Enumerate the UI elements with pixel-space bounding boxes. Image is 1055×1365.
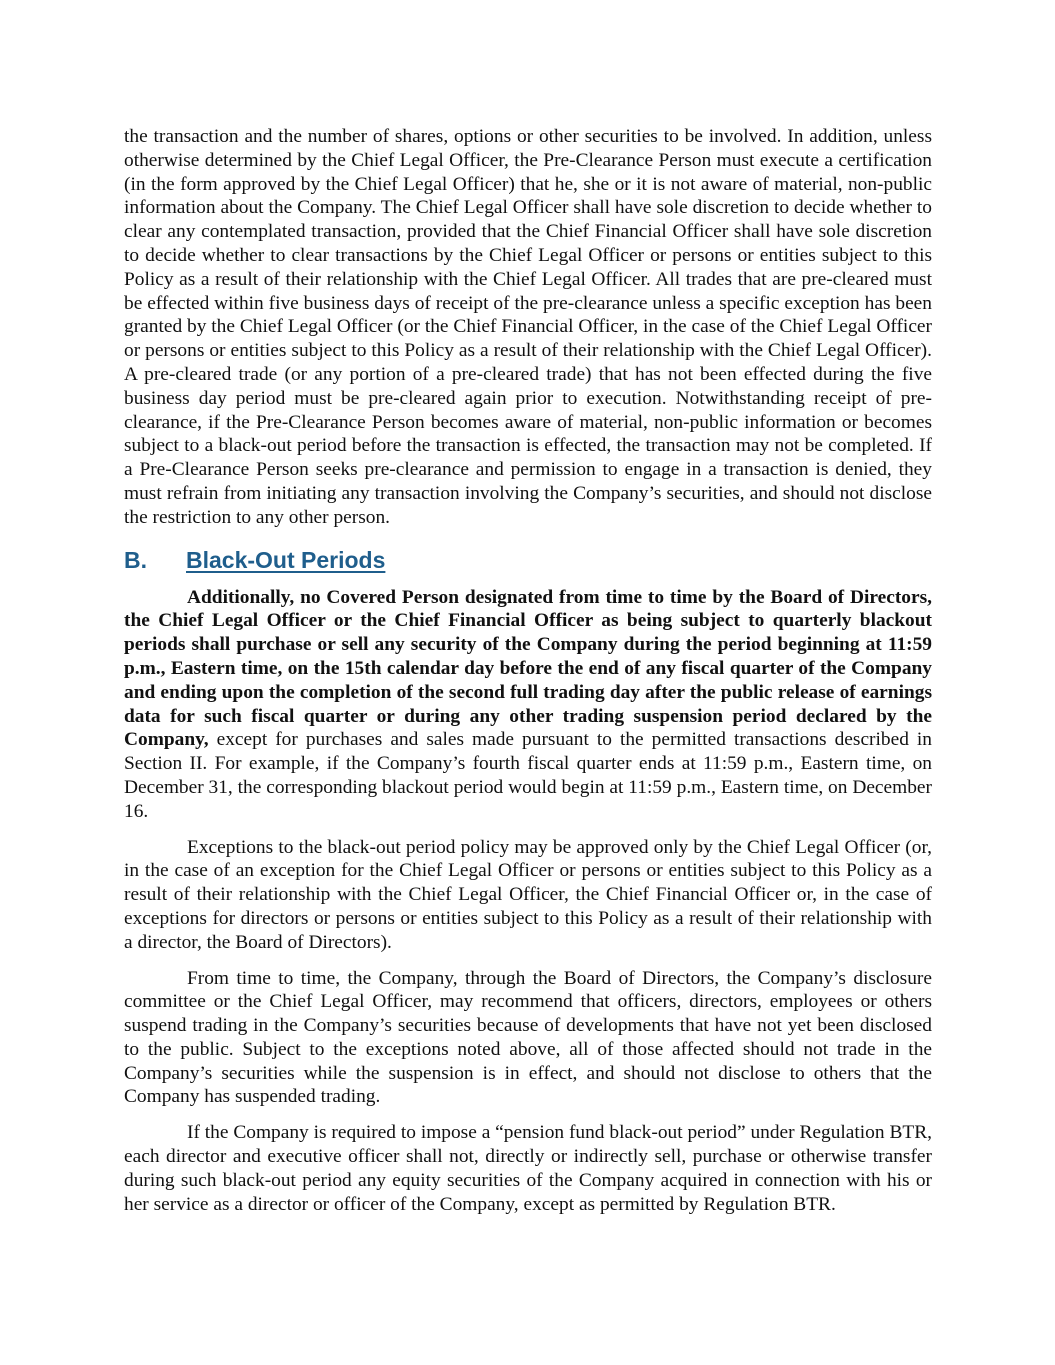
blackout-rule-rest: except for purchases and sales made pursuant to the permitted transactions described in Section II. For example, if the Company’s fourth fiscal quarter ends at 11:59 p.m., Eastern time, on December 31, the corresponding blackout period would begin at 11:59 p.m., Eastern time, on December 16.: [124, 729, 932, 822]
regulation-btr-paragraph: If the Company is required to impose a “pension fund black-out period” under Regulation BTR, each director and executive officer shall not, directly or indirectly sell, purchase or otherwise transfer during such black-out period any equity securities of the Company acquired in connection with his or her service as a director or officer of the Company, except as permitted by Regulation BTR.: [124, 1122, 932, 1215]
section-title: Black-Out Periods: [186, 546, 386, 573]
pre-clearance-paragraph: the transaction and the number of shares, options or other securities to be involved. In addition, unless otherwise determined by the Chief Legal Officer, the Pre-Clearance Person must execute a certification (in the form approved by the Chief Legal Officer) that he, she or it is not aware of material, non-public information about the Company. The Chief Legal Officer shall have sole discretion to decide whether to clear any contemplated transaction, provided that the Chief Financial Officer shall have sole discretion to decide whether to clear transactions by the Chief Legal Officer or persons or entities subject to this Policy as a result of their relationship with the Chief Legal Officer. All trades that are pre-cleared must be effected within five business days of receipt of the pre-clearance unless a specific exception has been granted by the Chief Legal Officer (or the Chief Financial Officer, in the case of the Chief Legal Officer or persons or entities subject to this Policy as a result of their relationship with the Chief Legal Officer). A pre-cleared trade (or any portion of a pre-cleared trade) that has not been effected during the five business day period must be pre-cleared again prior to execution. Notwithstanding receipt of pre-clearance, if the Pre-Clearance Person becomes aware of material, non-public information or becomes subject to a black-out period before the transaction is effected, the transaction may not be completed. If a Pre-Clearance Person seeks pre-clearance and permission to engage in a transaction is denied, they must refrain from initiating any transaction involving the Company’s securities, and should not disclose the restriction to any other person.: [124, 126, 932, 528]
section-letter: B.: [124, 546, 147, 573]
suspension-paragraph: From time to time, the Company, through the Board of Directors, the Company’s disclosure committee or the Chief Legal Officer, may recommend that officers, directors, employees or others suspend trading in the Company’s securities because of developments that have not yet been disclosed to the public. Subject to the exceptions noted above, all of those affected should not trade in the Company’s securities while the suspension is in effect, and should not disclose to others that the Company has suspended trading.: [124, 967, 932, 1108]
blackout-rule-paragraph: [124, 586, 932, 824]
section-heading-black-out-periods: [124, 546, 932, 575]
blackout-rule-bold: Additionally, no Covered Person designated from time to time by the Board of Directors, the Chief Legal Officer or the Chief Financial Officer as being subject to quarterly blackout periods shall purchase or sell any security of the Company during the period beginning at 11:59 p.m., Eastern time, on the 15th calendar day before the end of any fiscal quarter of the Company and ending upon the completion of the second full trading day after the public release of earnings data for such fiscal quarter or during any other trading suspension period declared by the Company,: [124, 586, 932, 751]
exceptions-paragraph: Exceptions to the black-out period policy may be approved only by the Chief Legal Officer (or, in the case of an exception for the Chief Legal Officer or persons or entities subject to this Policy as a result of their relationship with the Chief Legal Officer, the Chief Financial Officer or, in the case of exceptions for directors or persons or entities subject to this Policy as a result of their relationship with a director, the Board of Directors).: [124, 836, 932, 953]
document-page: [124, 125, 932, 1216]
